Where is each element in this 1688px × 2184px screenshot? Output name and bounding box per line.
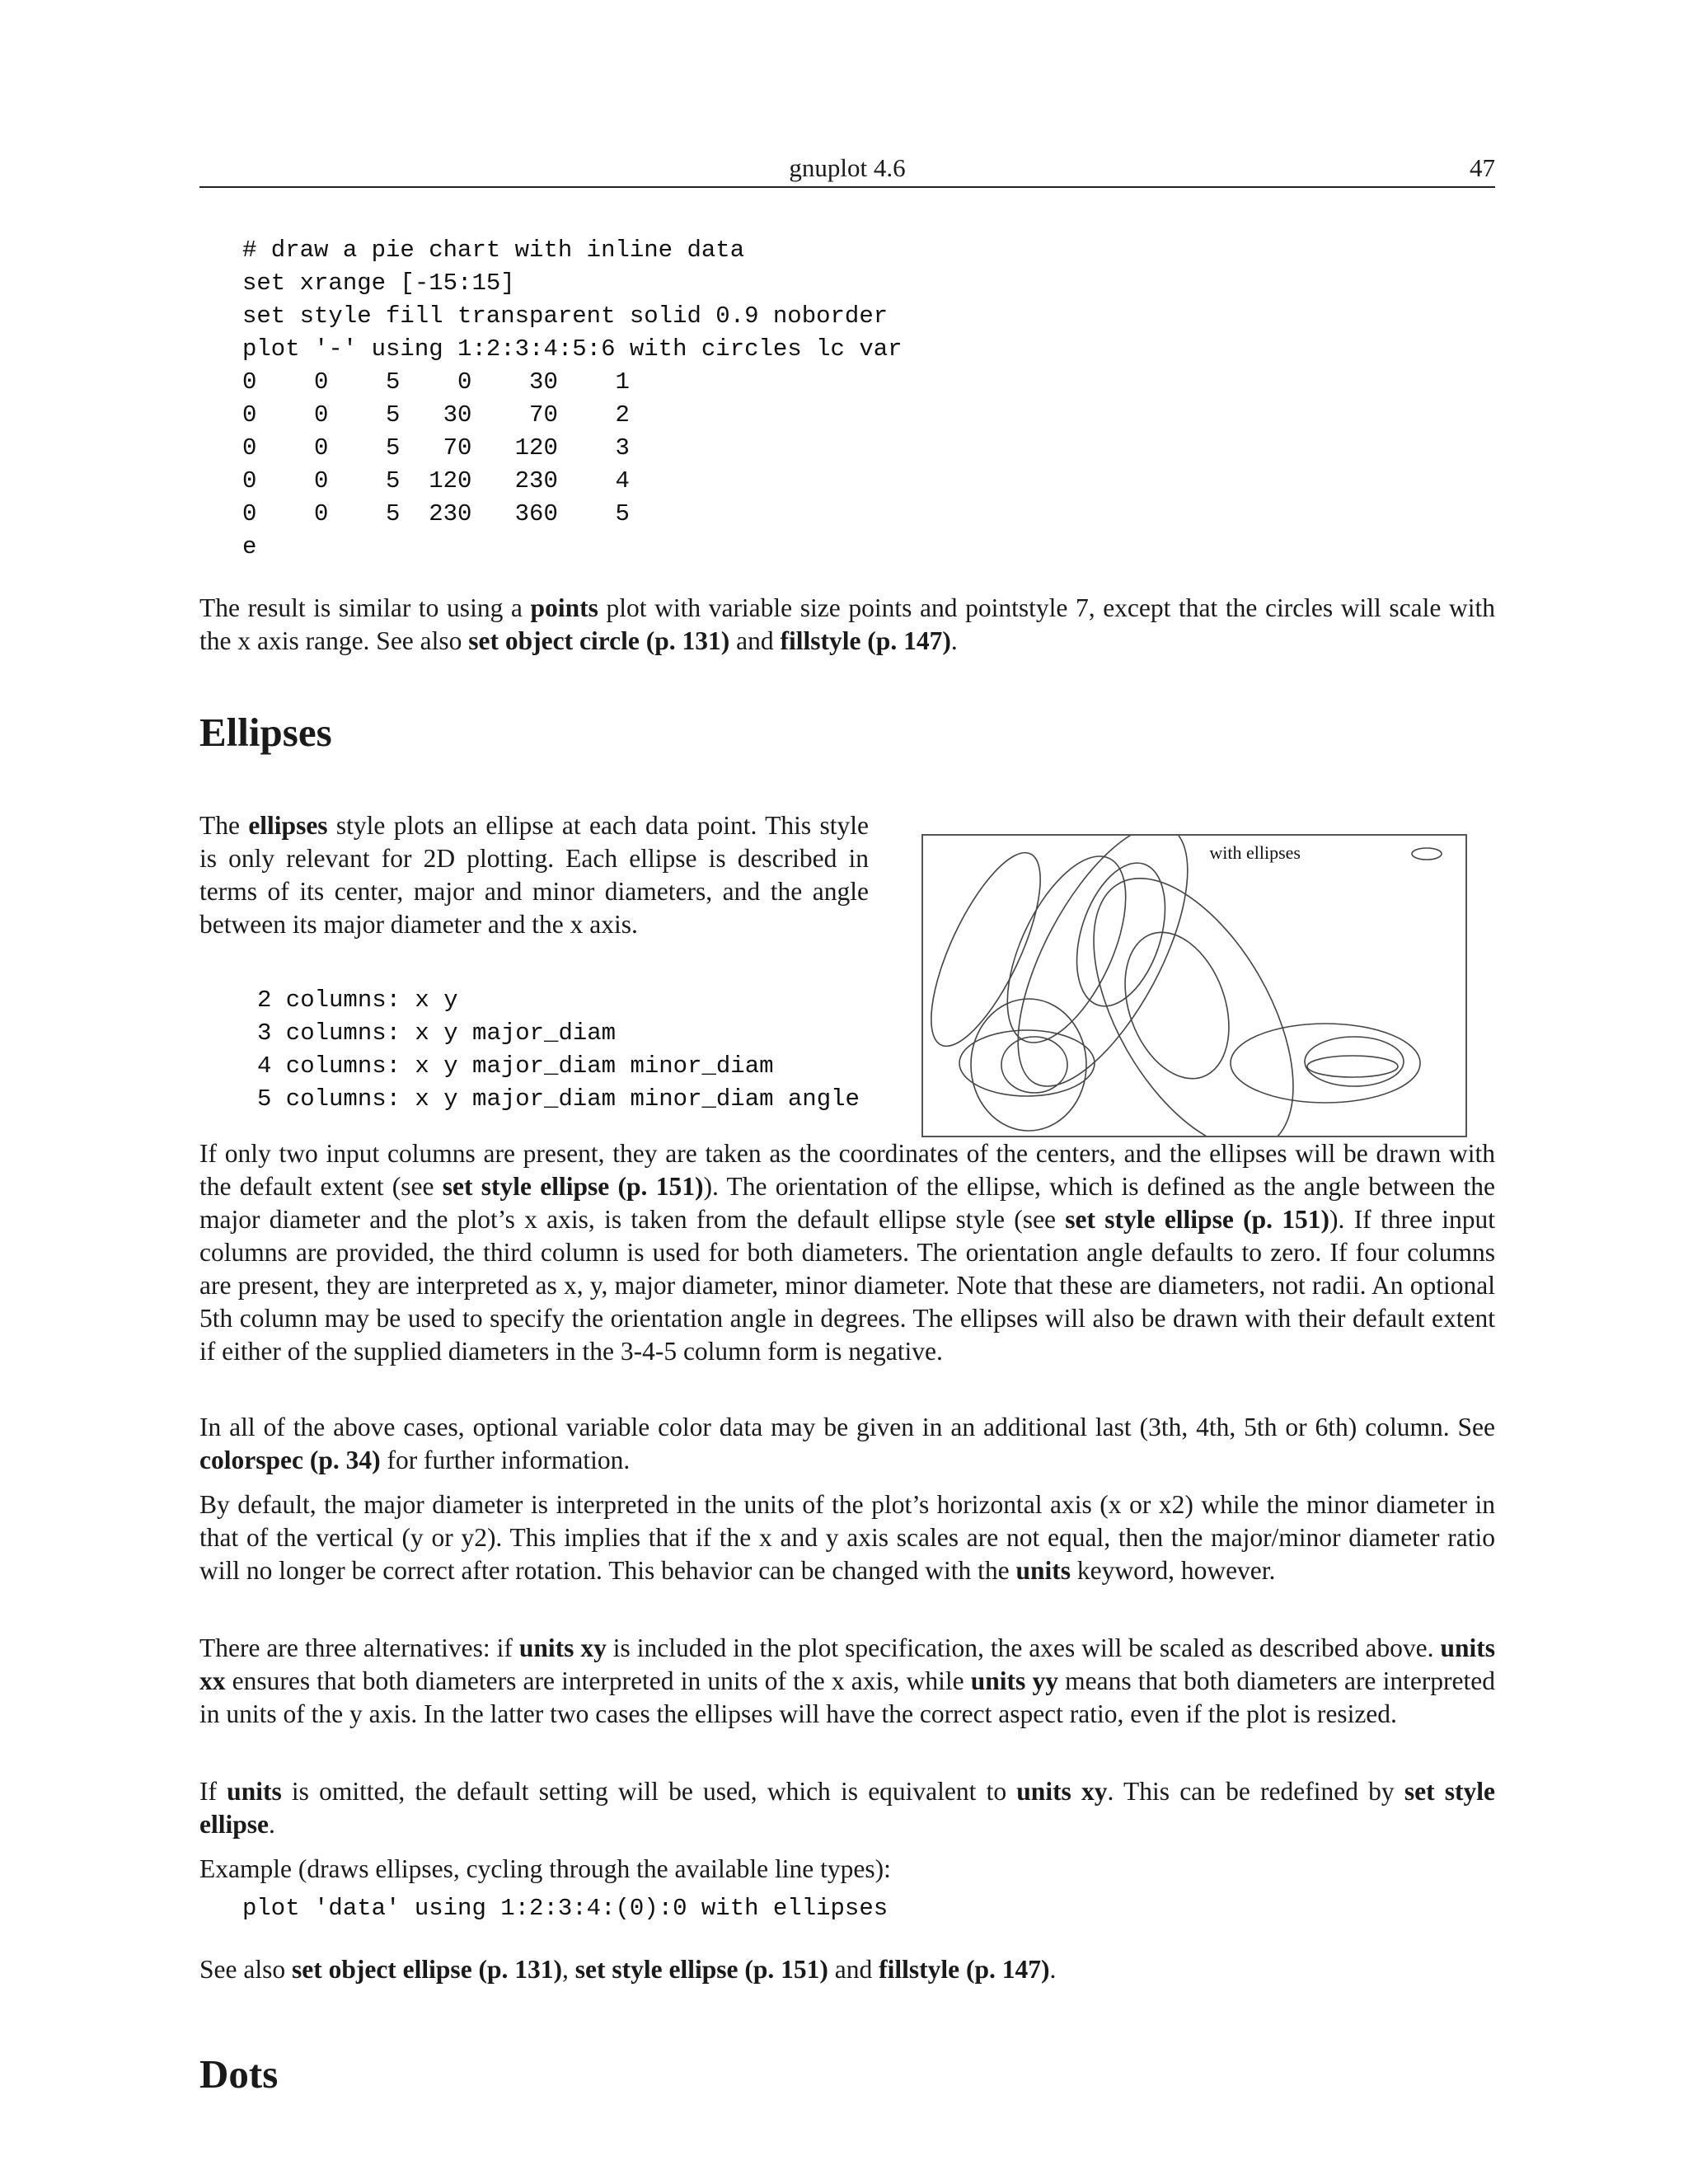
dots-heading: Dots <box>199 2051 279 2097</box>
legend-key-ellipse <box>1412 848 1442 860</box>
ellipse-shape <box>959 1030 1095 1096</box>
default-units-paragraph: By default, the major diameter is interpreted in the units of the plot’s horizontal axis (x or x2) while the minor diameter in that of the vertical (y or y2). This implies that if the x and y axis scales are not equal, then the major/minor diameter ratio will no longer be correct after rotation. This behavior can be changed with the units keyword, however. <box>199 1490 1495 1585</box>
running-title: gnuplot 4.6 <box>789 153 906 182</box>
ellipses-heading: Ellipses <box>199 710 332 755</box>
alternatives-paragraph: There are three alternatives: if units xy is included in the plot specification, the axes will be scaled as described above. units xx ensures that both diameters are interpreted in units of the x axis, while units yy means that both diameters are interpreted in units of the y axis. In the latter two cases the ellipses will have the correct aspect ratio, even if the plot is resized. <box>199 1633 1495 1728</box>
ellipse-shape <box>1305 1037 1404 1086</box>
page-number: 47 <box>1470 153 1495 182</box>
page-header <box>199 153 1495 188</box>
ellipse-shape <box>1001 1037 1067 1093</box>
ellipse-shape <box>1231 1024 1420 1103</box>
ellipses-svg <box>921 834 1467 1139</box>
ellipse-shape <box>971 999 1086 1131</box>
two-columns-paragraph: If only two input columns are present, they are taken as the coordinates of the centers, and the ellipses will be drawn with the default extent (see set style ellipse (p. 151)). The orientation of the ellipse, which is defined as the angle between the major diameter and the plot’s x axis, is taken from the default ellipse style (see set style ellipse (p. 151)). If three input columns are provided, the third column is used for both diameters. The orientation angle defaults to zero. If four columns are present, they are interpreted as x, y, major diameter, minor diameter. Note that these are diameters, not radii. An optional 5th column may be used to specify the orientation angle in degrees. The ellipses will also be drawn with their default extent if either of the supplied diameters in the 3-4-5 column form is negative. <box>199 1139 1495 1366</box>
columns-code-block: 2 columns: x y 3 columns: x y major_diam 4 columns: x y major_diam minor_diam 5 columns: x y major_diam minor_diam angle <box>257 987 860 1113</box>
ellipse-shape <box>984 834 1221 1110</box>
ellipse-shape <box>983 839 1151 1060</box>
ellipse-shape <box>1106 918 1248 1094</box>
pie-chart-code-block: # draw a pie chart with inline data set xrange [-15:15] set style fill transparent solid 0.9 noborder plot '-' using 1:2:3:4:5:6 with circles lc var 0 0 5 0 30 1 0 0 5 30 70 2 0 0 5 70 120 3 0 0 5 120 230 4 0 0 5 230 360 5 e <box>242 237 903 560</box>
ellipses-intro-paragraph: The ellipses style plots an ellipse at each data point. This style is only relevant for 2D plotting. Each ellipse is described in terms of its center, major and minor diameters, and the angle between its major diameter and the x axis. <box>199 811 869 939</box>
units-omitted-paragraph: If units is omitted, the default setting will be used, which is equivalent to units xy. This can be redefined by set style ellipse. <box>199 1777 1495 1839</box>
ellipse-shape <box>921 839 1062 1060</box>
see-also-paragraph: See also set object ellipse (p. 131), set style ellipse (p. 151) and fillstyle (p. 147). <box>199 1955 1057 1984</box>
plot-frame <box>922 835 1466 1137</box>
legend-label: with ellipses <box>1209 842 1301 863</box>
circles-result-paragraph: The result is similar to using a points plot with variable size points and pointstyle 7, except that the circles will scale with the x axis range. See also set object circle (p. 131) and fillstyle (p. 147). <box>199 593 1495 655</box>
example-code-block: plot 'data' using 1:2:3:4:(0):0 with ellipses <box>242 1895 889 1922</box>
example-intro-paragraph: Example (draws ellipses, cycling through the available line types): <box>199 1854 891 1883</box>
ellipse-group <box>921 834 1420 1139</box>
ellipse-shape <box>1307 1056 1398 1077</box>
ellipses-example-figure <box>921 834 1467 1139</box>
color-paragraph: In all of the above cases, optional variable color data may be given in an additional last (3th, 4th, 5th or 6th) column. See colorspec (p. 34) for further information. <box>199 1413 1495 1474</box>
